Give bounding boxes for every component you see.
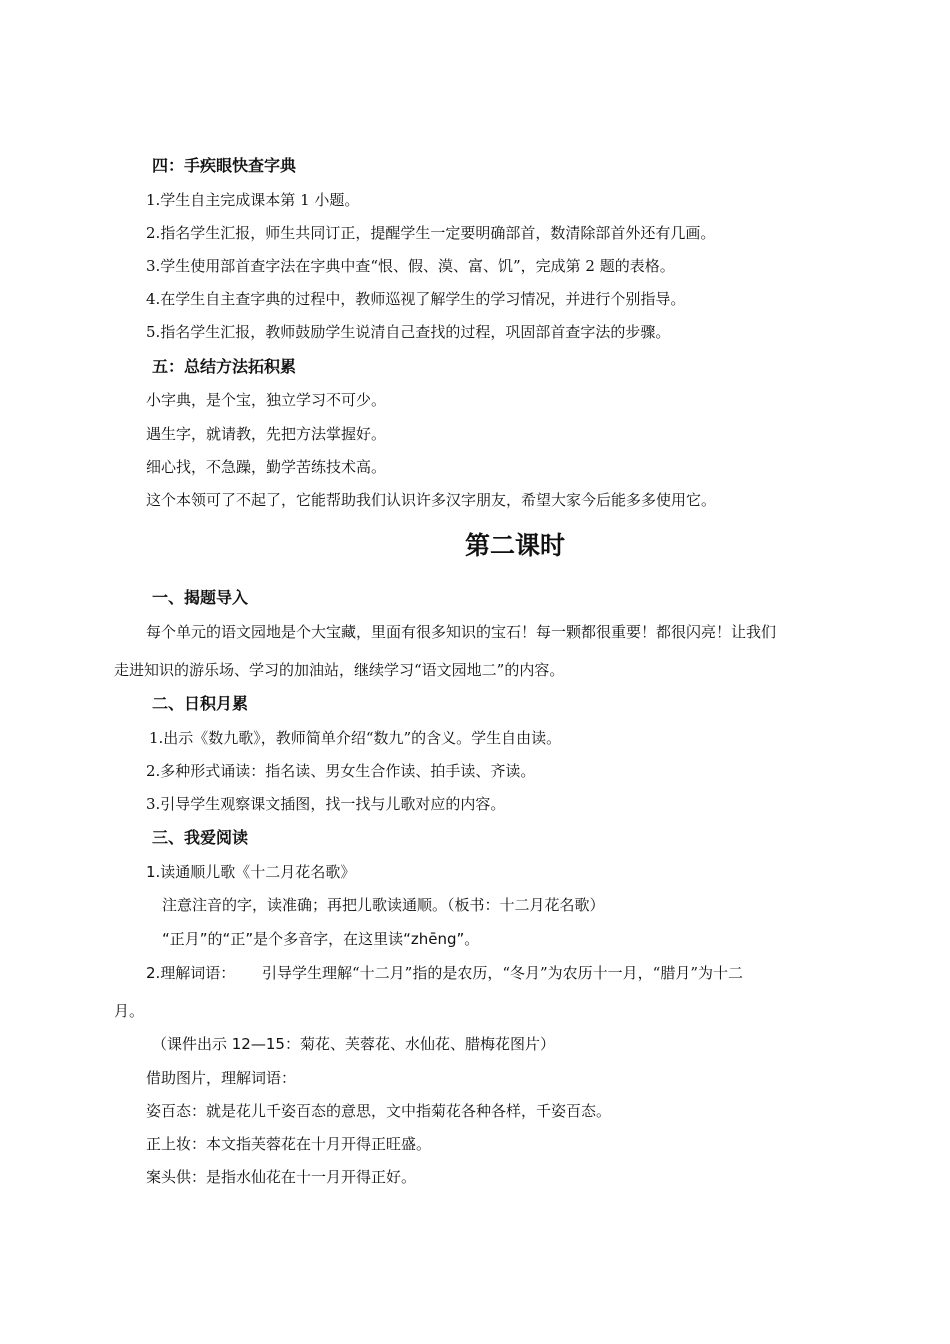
- section5-line-4: 这个本领可了不起了，它能帮助我们认识许多汉字朋友，希望大家今后能多多使用它。: [146, 491, 717, 509]
- part2-heading: 二、日积月累: [152, 694, 249, 713]
- part1-paragraph-line-1: 每个单元的语文园地是个大宝藏，里面有很多知识的宝石！每一颗都很重要！都很闪亮！让我们: [146, 623, 777, 641]
- part3-item1-title: 1.读通顺儿歌《十二月花名歌》: [146, 863, 356, 881]
- section5-line-1: 小字典，是个宝，独立学习不可少。: [146, 391, 387, 409]
- part2-item-3: 3.引导学生观察课文插图，找一找与儿歌对应的内容。: [146, 795, 506, 813]
- section5-heading: 五：总结方法拓积累: [152, 357, 297, 376]
- part3-item2-text: 引导学生理解“十二月”指的是农历，“冬月”为农历十一月，“腊月”为十二: [262, 964, 744, 982]
- section5-line-2: 遇生字，就请教，先把方法掌握好。: [146, 425, 387, 443]
- part3-item1-line-2: “正月”的“正”是个多音字，在这里读“zhēng”。: [162, 930, 480, 948]
- section4-item-4: 4.在学生自主查字典的过程中，教师巡视了解学生的学习情况，并进行个别指导。: [146, 290, 686, 308]
- part3-item2-label: 2.理解词语：: [146, 964, 236, 982]
- section4-item-1: 1.学生自主完成课本第 1 小题。: [146, 191, 360, 209]
- section4-heading: 四：手疾眼快查字典: [152, 156, 297, 175]
- part3-term-3: 案头供：是指水仙花在十一月开得正好。: [146, 1168, 417, 1186]
- section4-item-2: 2.指名学生汇报，师生共同订正，提醒学生一定要明确部首，数清除部首外还有几画。: [146, 224, 716, 242]
- part3-term-2: 正上妆：本文指芙蓉花在十月开得正旺盛。: [146, 1135, 432, 1153]
- lesson-title: 第二课时: [464, 531, 565, 560]
- section5-line-3: 细心找，不急躁，勤学苦练技术高。: [146, 458, 387, 476]
- part3-item1-line-1: 注意注音的字，读准确；再把儿歌读通顺。（板书：十二月花名歌）: [162, 896, 605, 914]
- part3-courseware-note: （课件出示 12—15：菊花、芙蓉花、水仙花、腊梅花图片）: [152, 1035, 555, 1053]
- part1-heading: 一、揭题导入: [152, 588, 249, 607]
- part3-term-1: 姿百态：就是花儿千姿百态的意思，文中指菊花各种各样，千姿百态。: [146, 1102, 612, 1120]
- part1-paragraph-line-2: 走进知识的游乐场、学习的加油站，继续学习“语文园地二”的内容。: [114, 661, 565, 679]
- part2-item-1: 1.出示《数九歌》，教师简单介绍“数九”的含义。学生自由读。: [149, 729, 562, 747]
- section4-item-3: 3.学生使用部首查字法在字典中查“恨、假、漠、富、饥”，完成第 2 题的表格。: [146, 257, 675, 275]
- part3-with-pictures: 借助图片，理解词语：: [146, 1069, 297, 1087]
- part3-item2-continuation: 月。: [114, 1002, 145, 1020]
- part2-item-2: 2.多种形式诵读：指名读、男女生合作读、拍手读、齐读。: [146, 762, 536, 780]
- part3-heading: 三、我爱阅读: [152, 828, 249, 847]
- section4-item-5: 5.指名学生汇报，教师鼓励学生说清自己查找的过程，巩固部首查字法的步骤。: [146, 323, 671, 341]
